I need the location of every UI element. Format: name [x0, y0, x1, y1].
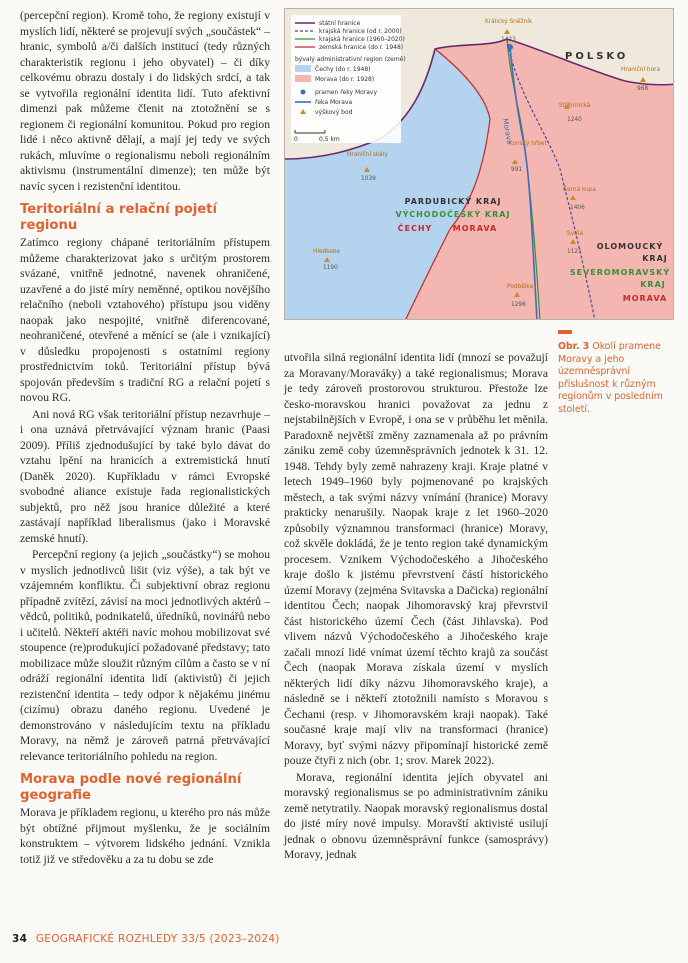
paragraph: Ani nová RG však teritoriální přístup nezavrhuje – i ona uznává přetrvávající význam hranic (Paasi 2009). Příliš zjednodušující by také bylo dávat do vztahu lpění na hranicích a extremistická hnutí (Daněk 2020). Kupříkladu v rámci Evropské svobodné aliance existuje řada regionalistických subjektů, pro něž jsou hranice důležité a které zastávají například liberalismus (jako i Moravské zemské hnutí).: [20, 407, 270, 545]
region-label: KRAJ: [642, 254, 668, 263]
peak-name: Stříbrnická: [559, 103, 591, 109]
peak-name: Hraniční hora: [621, 67, 661, 73]
paragraph: Morava je příkladem regionu, u kterého pro nás může být obtížné přijmout myšlenku, že je sociálním konstruktem – výtvorem lidského jednání. Vznikla totiž již ve středověku a za tu dobu se zde: [20, 806, 270, 866]
legend-item: státní hranice: [319, 20, 361, 27]
peak-name: Podbělka: [507, 284, 534, 290]
paragraph: utvořila silná regionální identita lidí (mnozí se považují za Moravany/Moraváky) a také regionalismus; Morava je tedy zároveň prostorovou strukturou. Přestože lze česko-moravskou hranici považovat za jednu z nejstabilnějších v Evropě, i ona se v průběhu let měnila. Paradoxně největší změny zaznamenala až po právním zániku země coby územněsprávních jednotek k 31. 12. 1948. Tehdy byly země nahrazeny kraji. Kraje platné v letech 1949–1960 byly pojmenované po krajských městech, a tak svými názvy vnímání (hranice) Moravy prakticky nenarušily. Naopak kraje z let 1960–2020 způsobily významnou transformaci (hranice) Moravy, což skvěle dokládá, že je tento region také dynamickým procesem. Vznikem Východočeského a Jihočeského kraje došlo k jistému převrstvení částí historického území Moravy (zejména Svitavska a Dačicka) regionální identitou Čech; naopak Jihomoravský kraj převrstvil část historického území Čech (část Jihlavska). Pod vlivem názvů Východočeského a Jihočeského kraje začali mnozí lidé vnímat území těchto krajů za součást Čech (naopak Morava získala území v myslích některých lidí díky názvu Jihomoravského kraje), a následně se i někteří ztotožnili namísto s Moravou s Čechami (resp. v Jihomoravském kraji naopak). Také současné kraje mají vliv na transformaci (hranice) Moravy, byť svými názvy připomínají historické země pouze čtyři z nich (obr. 1; srov. Marek 2022).: [284, 351, 548, 767]
scale-zero: 0: [294, 136, 298, 143]
section-heading: Morava podle nové regionální geografie: [20, 772, 242, 803]
legend-section: bývalý administrativní region (země): [295, 56, 406, 63]
paragraph: (percepční region). Kromě toho, že regiony existují v myslích lidí, některé se projevují svých „součástek“ – hranic, symbolů a/či dalších institucí (tedy různých charakteristik regionu i jeho obyvatel) – či díky celkovému obrazu dostaly i do lidských srdcí, a tak se vytvořila regionální identita lidí. Tuto afektivní dimenzi pak můžeme členit na ztotožnění se s regionem či regionální komunitou. Pokud pro region lidé i něco aktivně dělají, a mají jej tedy ve svých rukách, mluvíme o regionalismu neboli regionálním aktivismu (instrumentální dimenze); ten může být navíc sycen i rezistenční identitou.: [20, 9, 270, 193]
legend-item: krajská hranice (od r. 2000): [319, 28, 402, 35]
journal-name: GEOGRAFICKÉ ROZHLEDY 33/5 (2023–2024): [35, 933, 280, 945]
river-label: Morava: [501, 117, 514, 145]
page-footer: [12, 933, 280, 945]
region-label: PARDUBICKÝ KRAJ: [404, 197, 502, 206]
peak-height: 1121: [567, 249, 582, 255]
caption-body: Okolí pramene Moravy a jeho územněsprávní příslušnost k různým regionům v posledním století.: [558, 341, 663, 415]
country-label: POLSKO: [565, 51, 629, 62]
region-label: ČECHY: [397, 224, 433, 233]
caption-accent: [558, 330, 572, 334]
middle-column: [284, 350, 548, 863]
region-label: MORAVA: [452, 224, 498, 233]
left-column: [20, 8, 270, 867]
region-label: VÝCHODOČESKÝ KRAJ: [395, 210, 511, 219]
peak-height: 968: [637, 86, 649, 92]
peak-name: Konský hřbet: [509, 141, 547, 147]
legend-item: řeka Morava: [315, 99, 353, 106]
peak-name: Hraniční skály: [347, 152, 388, 158]
legend-item: zemská hranice (do r. 1948): [319, 44, 404, 51]
spring-marker: [507, 44, 513, 50]
section-heading: Teritoriální a relační pojetí regionu: [20, 202, 217, 233]
caption-label: Obr. 3: [558, 341, 590, 352]
map-svg: [285, 9, 674, 320]
peak-height: 1240: [567, 117, 582, 123]
region-label: OLOMOUCKÝ: [596, 242, 664, 251]
peak-name: Černá kupa: [563, 187, 597, 193]
paragraph: Percepční regiony (a jejich „součástky“) se mohou v myslích jednotlivců lišit (viz výše), a tak být ve vzájemném konfliktu. Či subjektivní obraz regionu případně zvítězí, závisí na moci jednotlivých aktérů – vědců, politiků, podnikatelů, úředníků, novinářů nebo i učitelů. Někteří aktéři navíc mohou mobilizovat své stoupence (re)produkující požadované představy; tato mobilizace může sloužit různým cílům a často se v ní odráží regionální identita lidí (aktivistů) či jejich rezistenční identita – tedy odpor k nějakému jinému (cizímu) obrazu daného regionu. Uvedené je demonstrováno v následujícím textu na příkladu Moravy, na němž je zároveň patrná přetrvávající relevance teritoriálního pohledu na region.: [20, 548, 270, 763]
scale-km: 0,5 km: [319, 136, 340, 143]
paragraph: Morava, regionální identita jejích obyvatel ani moravský regionalismus se po administrativním zániku země netytratily. Naopak moravský regionalismus dostal do jisté míry nové impulsy. Moravští aktivisté usilují jednak o obnovu územněsprávní funkce (samosprávy) Moravy, jednak: [284, 770, 548, 861]
paragraph: Zatímco regiony chápané teritoriálním přístupem můžeme charakterizovat jako s určitým prostorem svázané, vnitřně jednotné, navenek ohraničené, uzavřené a do jisté míry neměnné, optikou novějšího relačního (neboli vztahového) přístupu jsou viděny naopak jako nespojité, vnitřně diferencované, neohraničené, otevřené a měnící se (ale i vznikající) v důsledku propojenosti s ostatními regiony prostřednictvím toků. Teritoriální přístup bývá spojován především s tradiční RG a relační pojetí s novou RG.: [20, 236, 270, 404]
peak-name: Sviňa: [567, 231, 583, 237]
figure-caption: [558, 330, 672, 417]
legend-item: výškový bod: [315, 109, 353, 116]
legend-item: Čechy (do r. 1948): [315, 66, 371, 73]
legend-item: krajská hranice (1960–2020): [319, 36, 405, 43]
legend-item: pramen řeky Moravy: [315, 89, 378, 96]
peak-height: 1423: [501, 37, 516, 43]
caption-text: [558, 341, 672, 417]
peak-name: Hleďsebe: [313, 249, 341, 255]
peak-height: 1296: [511, 302, 526, 308]
peak-height: 1406: [570, 205, 585, 211]
legend-item: Morava (do r. 1928): [315, 76, 375, 83]
page-number: 34: [12, 933, 28, 945]
peak-height: 1039: [361, 176, 376, 182]
peak-name: Králický Sněžník: [485, 19, 533, 25]
peak-height: 991: [511, 167, 523, 173]
peak-height: 1190: [323, 265, 338, 271]
region-label: SEVEROMORAVSKÝ: [569, 268, 671, 277]
region-label: KRAJ: [640, 280, 666, 289]
map-figure: [284, 8, 674, 320]
region-label: MORAVA: [622, 294, 668, 303]
